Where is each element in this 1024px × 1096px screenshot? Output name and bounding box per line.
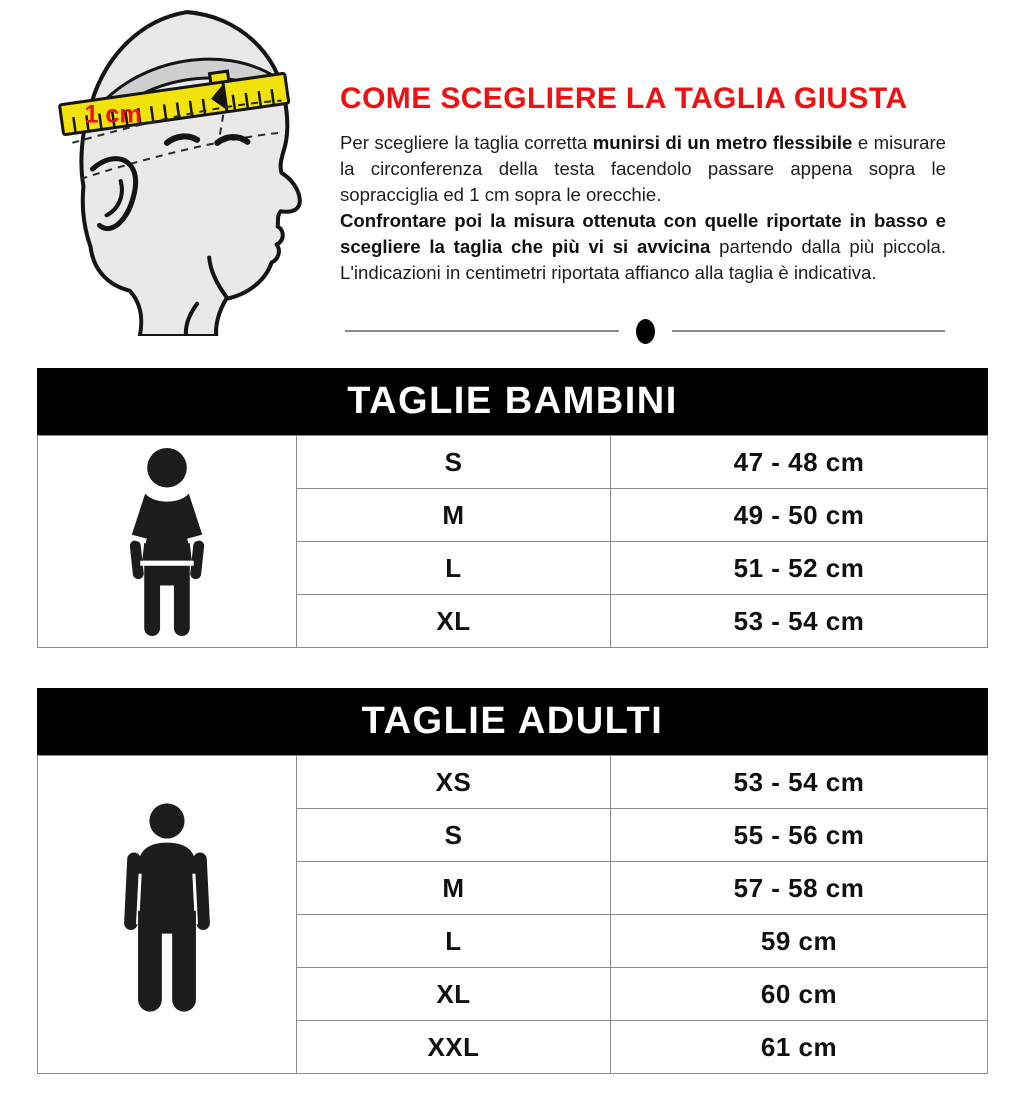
divider-line	[345, 330, 619, 332]
size-range: 57 - 58 cm	[611, 862, 988, 915]
size-range: 55 - 56 cm	[611, 809, 988, 862]
section-divider	[345, 318, 945, 344]
kids-table-title: TAGLIE BAMBINI	[37, 368, 988, 435]
paragraph-segment: e misurare la circonferenza della testa facendolo passare appena sopra le sopracciglia ed 1 cm sopra le orecchie.	[340, 132, 946, 205]
divider-line	[672, 330, 946, 332]
size-range: 53 - 54 cm	[611, 756, 988, 809]
size-range: 51 - 52 cm	[611, 542, 988, 595]
size-label: XL	[297, 968, 611, 1021]
size-label: S	[297, 809, 611, 862]
paragraph-segment-bold: munirsi di un metro flessibile	[592, 132, 853, 153]
size-range: 49 - 50 cm	[611, 489, 988, 542]
kids-size-table	[37, 368, 988, 648]
head-with-tape-icon	[22, 2, 332, 336]
page-title: COME SCEGLIERE LA TAGLIA GIUSTA	[340, 82, 908, 115]
adults-table	[37, 755, 988, 1074]
kids-table	[37, 435, 988, 648]
intro-paragraph	[340, 130, 946, 286]
size-label: XS	[297, 756, 611, 809]
child-icon	[107, 443, 227, 641]
adults-size-table	[37, 688, 988, 1074]
size-label: S	[297, 436, 611, 489]
adult-icon-cell	[38, 756, 297, 1074]
adult-icon	[105, 765, 229, 1065]
head-measurement-illustration	[22, 2, 332, 336]
paragraph-segment: Per scegliere la taglia corretta	[340, 132, 593, 153]
one-cm-label: 1 cm	[84, 100, 142, 129]
size-range: 53 - 54 cm	[611, 595, 988, 648]
size-label: M	[297, 862, 611, 915]
size-range: 60 cm	[611, 968, 988, 1021]
paragraph-segment: partendo dalla più piccola. L'indicazioni in centimetri riportata affianco alla taglia è indicativa.	[340, 236, 946, 283]
adults-table-title: TAGLIE ADULTI	[37, 688, 988, 755]
size-label: M	[297, 489, 611, 542]
table-row	[38, 436, 988, 489]
size-label: XL	[297, 595, 611, 648]
size-range: 61 cm	[611, 1021, 988, 1074]
size-label: L	[297, 542, 611, 595]
size-range: 59 cm	[611, 915, 988, 968]
paragraph-segment-bold: Confrontare poi la misura ottenuta con quelle riportate in basso e scegliere la taglia che più vi si avvicina	[340, 210, 946, 257]
divider-dot-icon	[636, 319, 655, 344]
size-label: L	[297, 915, 611, 968]
size-label: XXL	[297, 1021, 611, 1074]
table-row	[38, 756, 988, 809]
intro-text-block	[340, 82, 946, 286]
child-icon-cell	[38, 436, 297, 648]
size-range: 47 - 48 cm	[611, 436, 988, 489]
